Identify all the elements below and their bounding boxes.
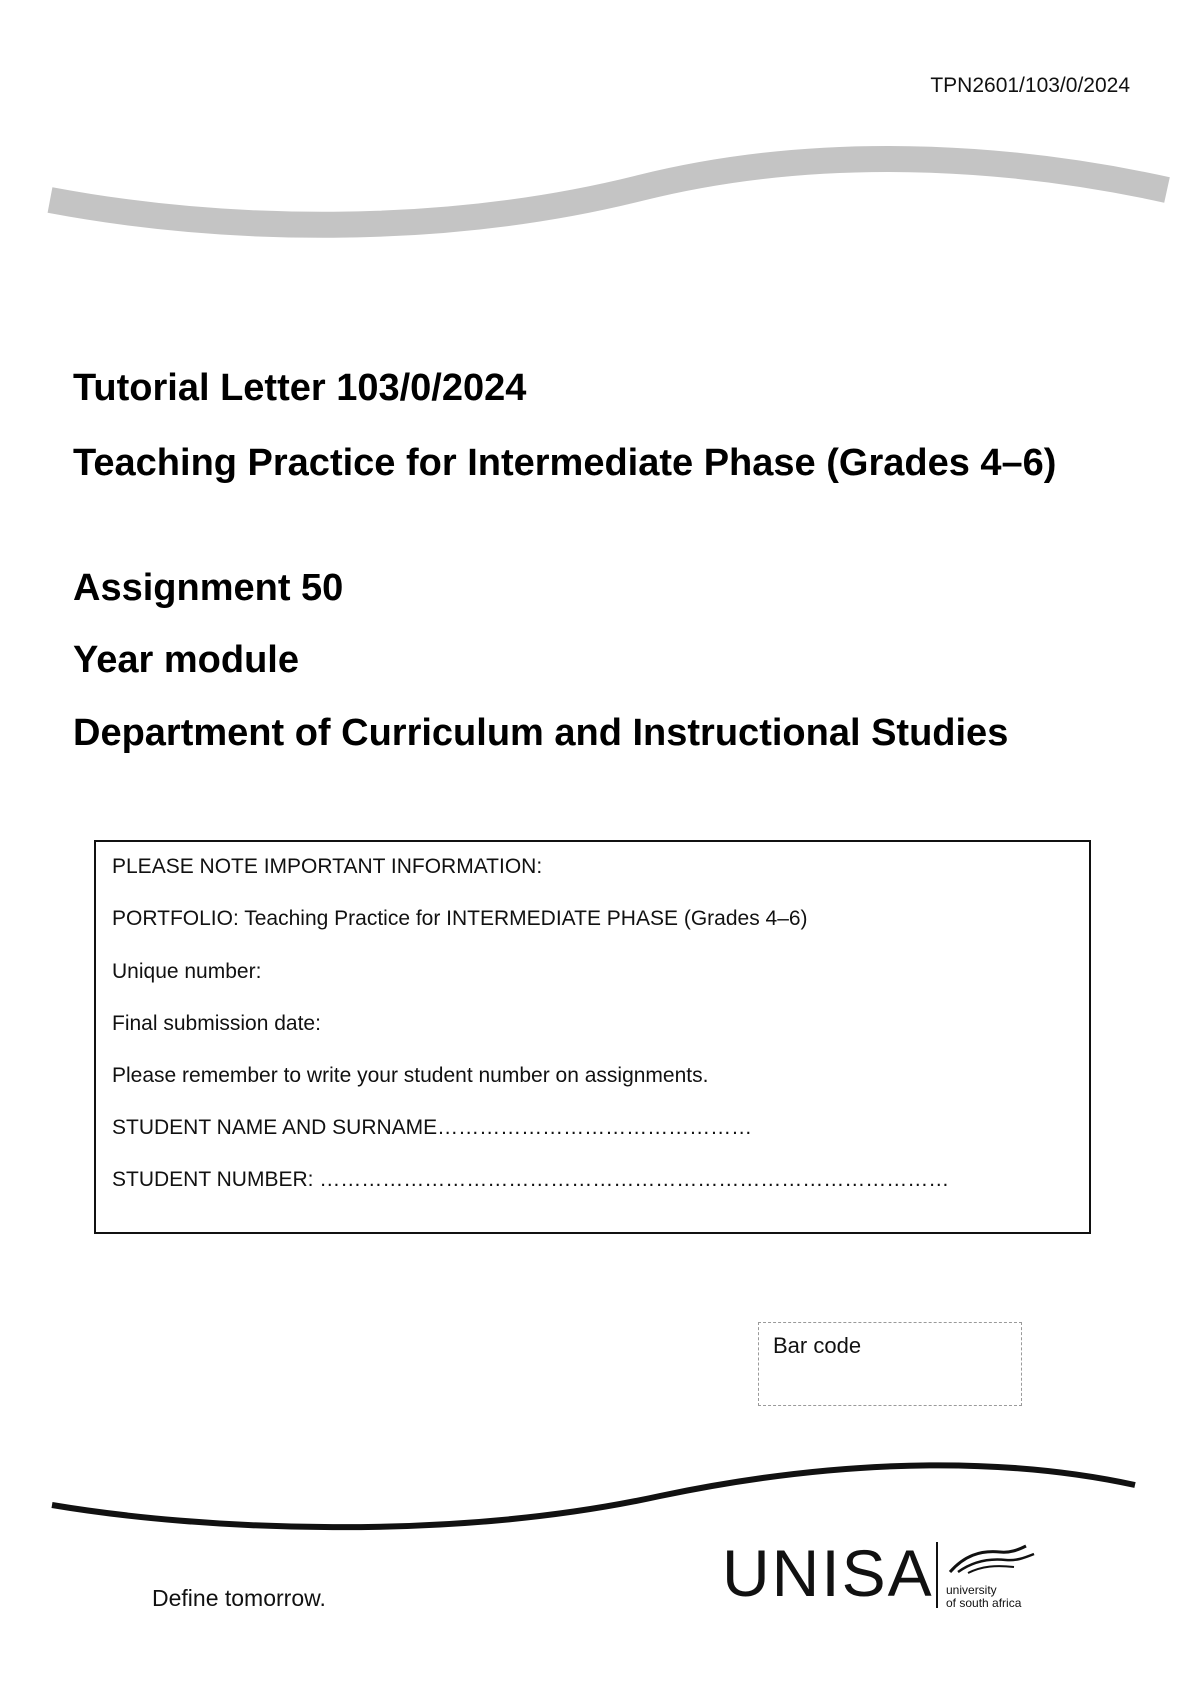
tagline: Define tomorrow. (152, 1585, 326, 1611)
assignment-title: Assignment 50 (73, 567, 344, 609)
tutorial-letter-title: Tutorial Letter 103/0/2024 (73, 367, 527, 409)
barcode-box (758, 1322, 1022, 1406)
logo-wordmark: UNISA (722, 1536, 934, 1610)
top-decorative-wave (0, 140, 1200, 260)
logo-subtext-south-africa: of south africa (946, 1596, 1022, 1610)
reminder-line: Please remember to write your student number on assignments. (112, 1064, 709, 1087)
info-heading: PLEASE NOTE IMPORTANT INFORMATION: (112, 855, 543, 878)
final-submission-line: Final submission date: (112, 1012, 321, 1035)
student-number-field: STUDENT NUMBER: ……………………………………………………………………………… (112, 1168, 950, 1191)
document-code: TPN2601/103/0/2024 (930, 74, 1130, 97)
student-name-field: STUDENT NAME AND SURNAME……………………………………… (112, 1116, 753, 1139)
logo-divider (936, 1542, 938, 1608)
logo-subtext-university: university (946, 1583, 997, 1597)
logo-bird-icon (944, 1542, 1040, 1578)
important-information-box (94, 840, 1091, 1234)
portfolio-line: PORTFOLIO: Teaching Practice for INTERMEDIATE PHASE (Grades 4–6) (112, 907, 808, 930)
bottom-decorative-wave (0, 1460, 1200, 1540)
module-type-title: Year module (73, 639, 299, 681)
unisa-logo (722, 1538, 1042, 1618)
module-name-title: Teaching Practice for Intermediate Phase (Grades 4–6) (73, 442, 1057, 484)
unique-number-line: Unique number: (112, 960, 262, 983)
bottom-wave-line (52, 1465, 1135, 1527)
department-title: Department of Curriculum and Instructional Studies (73, 712, 1009, 754)
barcode-label: Bar code (773, 1333, 862, 1358)
top-wave-band (50, 159, 1167, 225)
